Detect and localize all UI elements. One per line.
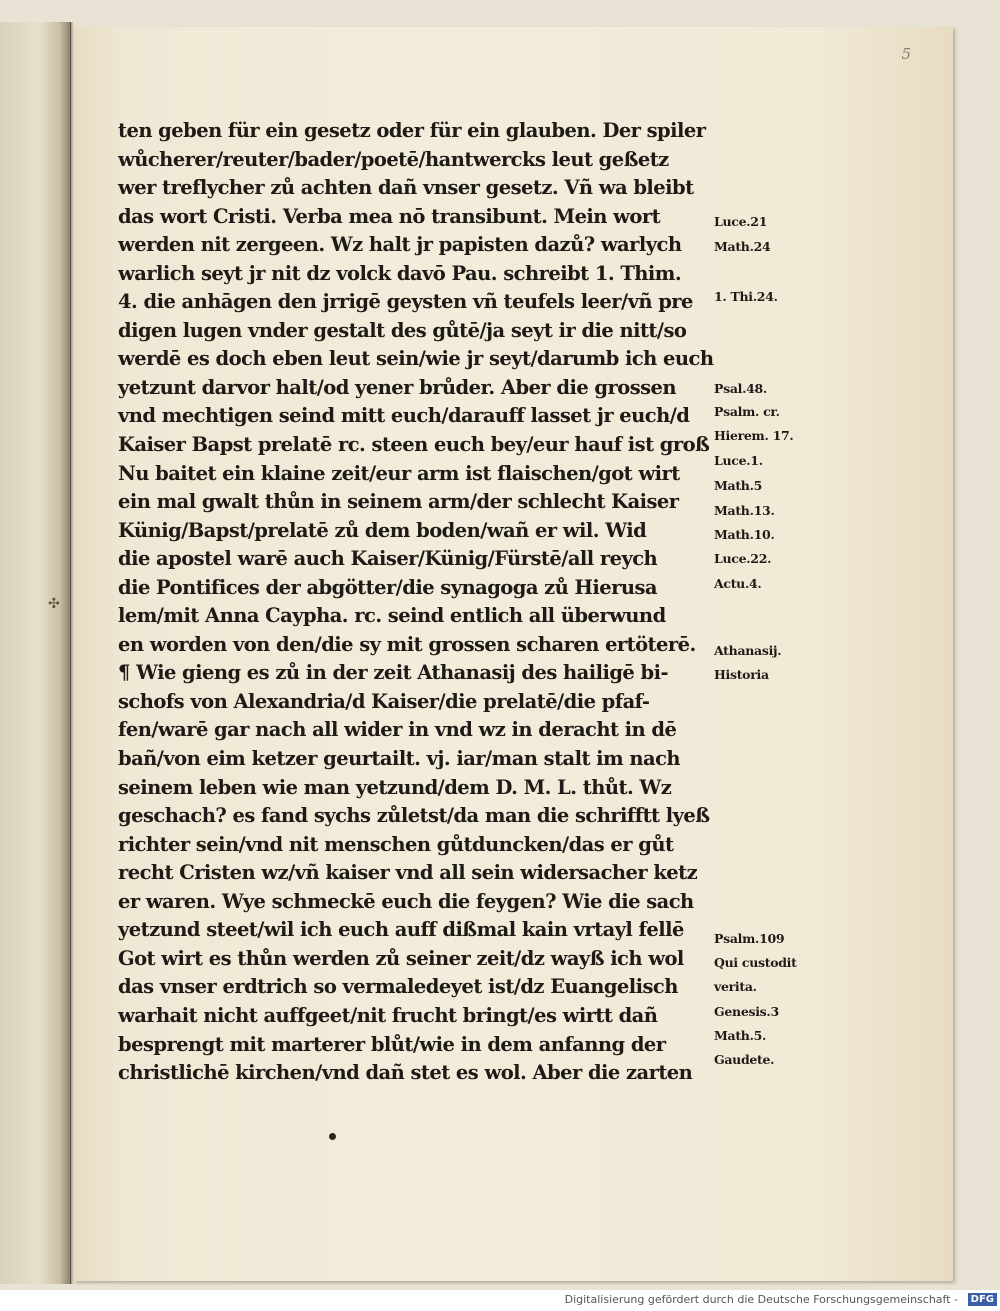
text-line: christlichē kirchen/vnd dañ stet es wol. Aber die zarten — [118, 1061, 693, 1085]
marginal-note: Historia — [714, 666, 769, 682]
text-line: schofs von Alexandria/d Kaiser/die prelatē/die pfaf- — [118, 689, 650, 713]
footer-bar — [0, 1290, 1000, 1311]
text-line: recht Cristen wz/vñ kaiser vnd all sein widersacher ketz — [118, 861, 698, 885]
text-line: die Pontifices der abgötter/die synagoga zů Hierusa — [118, 575, 658, 599]
marginal-note: Luce.22. — [714, 551, 772, 567]
marginal-note: Luce.21 — [714, 214, 768, 230]
marginal-note: Luce.1. — [714, 452, 763, 468]
text-line: Kaiser Bapst prelatē rc. steen euch bey/eur hauf ist groß — [118, 433, 710, 457]
text-line: seinem leben wie man yetzund/dem D. M. L. thůt. Wz — [118, 775, 672, 799]
marginal-note: Math.24 — [714, 238, 771, 254]
marginal-note: 1. Thi.24. — [714, 288, 778, 304]
text-line: geschach? es fand sychs zůletst/da man die schrifftt lyeß — [118, 804, 710, 828]
marginal-note: Psalm.109 — [714, 930, 785, 946]
text-line: warhait nicht auffgeet/nit frucht bringt/es wirtt dañ — [118, 1003, 658, 1027]
text-line: wůcherer/reuter/bader/poetē/hantwercks leut geßetz — [118, 147, 669, 171]
marginal-note: Hierem. 17. — [714, 428, 794, 444]
text-line: yetzund steet/wil ich euch auff dißmal kain vrtayl fellē — [118, 918, 684, 942]
page-number: 5 — [901, 45, 911, 63]
text-line: das wort Cristi. Verba mea nō transibunt. Mein wort — [118, 204, 661, 228]
text-line: ein mal gwalt thůn in seinem arm/der schlecht Kaiser — [118, 490, 679, 514]
book-page — [74, 27, 953, 1281]
text-line: er waren. Wye schmeckē euch die feygen? Wie die sach — [118, 889, 694, 913]
marginal-note: Athanasij. — [714, 642, 782, 658]
dfg-logo: DFG — [968, 1293, 997, 1306]
text-line: lem/mit Anna Caypha. rc. seind entlich all überwund — [118, 604, 666, 628]
text-line: das vnser erdtrich so vermaledeyet ist/dz Euangelisch — [118, 975, 678, 999]
text-line: richter sein/vnd nit menschen gůtduncken/das er gůt — [118, 832, 674, 856]
marginal-note: Genesis.3 — [714, 1003, 779, 1019]
gutter-mark: ✣ — [48, 596, 60, 612]
text-line: ten geben für ein gesetz oder für ein glauben. Der spiler — [118, 119, 706, 142]
marginal-note: Math.10. — [714, 526, 775, 542]
text-line: digen lugen vnder gestalt des gůtē/ja seyt ir die nitt/so — [118, 318, 687, 342]
marginal-note: Math.5. — [714, 1028, 767, 1044]
marginal-note: Math.13. — [714, 502, 775, 518]
text-line: wer treflycher zů achten dañ vnser gesetz. Vñ wa bleibt — [118, 176, 694, 200]
footer-credit-text: Digitalisierung gefördert durch die Deutsche Forschungsgemeinschaft - — [564, 1293, 958, 1306]
marginal-note: Actu.4. — [714, 575, 762, 591]
text-line: werden nit zergeen. Wz halt jr papisten dazů? warlych — [118, 233, 682, 257]
text-line: Nu baitet ein klaine zeit/eur arm ist flaischen/got wirt — [118, 461, 680, 485]
text-line: Got wirt es thůn werden zů seiner zeit/dz wayß ich wol — [118, 946, 684, 970]
marginal-note: verita. — [714, 979, 757, 995]
text-line: bañ/von eim ketzer geurtailt. vj. iar/man stalt im nach — [118, 747, 681, 771]
marginal-note: Psal.48. — [714, 381, 767, 397]
main-text-block — [118, 117, 718, 1088]
text-line: werdē es doch eben leut sein/wie jr seyt/darumb ich euch — [118, 347, 714, 371]
left-page-edge — [0, 22, 71, 1284]
marginal-note: Qui custodit — [714, 955, 797, 971]
marginalia-column — [714, 27, 834, 1281]
bottom-ornament-dot — [329, 1133, 336, 1140]
text-line: fen/warē gar nach all wider in vnd wz in deracht in dē — [118, 718, 677, 742]
text-line: die apostel warē auch Kaiser/Künig/Fürstē/all reych — [118, 547, 658, 571]
text-line: besprengt mit marterer blůt/wie in dem anfanng der — [118, 1032, 666, 1056]
text-line: ¶ Wie gieng es zů in der zeit Athanasij des hailigē bi- — [118, 661, 668, 685]
text-line: warlich seyt jr nit dz volck davō Pau. schreibt 1. Thim. — [118, 261, 682, 285]
text-line: yetzunt darvor halt/od yener brůder. Aber die grossen — [118, 375, 677, 399]
text-line: Künig/Bapst/prelatē zů dem boden/wañ er wil. Wid — [118, 518, 647, 542]
marginal-note: Psalm. cr. — [714, 404, 780, 420]
text-line: en worden von den/die sy mit grossen scharen ertöterē. — [118, 632, 696, 656]
text-line: 4. die anhāgen den jrrigē geysten vñ teufels leer/vñ pre — [118, 290, 693, 314]
text-line: vnd mechtigen seind mitt euch/darauff lasset jr euch/d — [118, 404, 690, 428]
marginal-note: Math.5 — [714, 478, 763, 494]
marginal-note: Gaudete. — [714, 1052, 775, 1068]
